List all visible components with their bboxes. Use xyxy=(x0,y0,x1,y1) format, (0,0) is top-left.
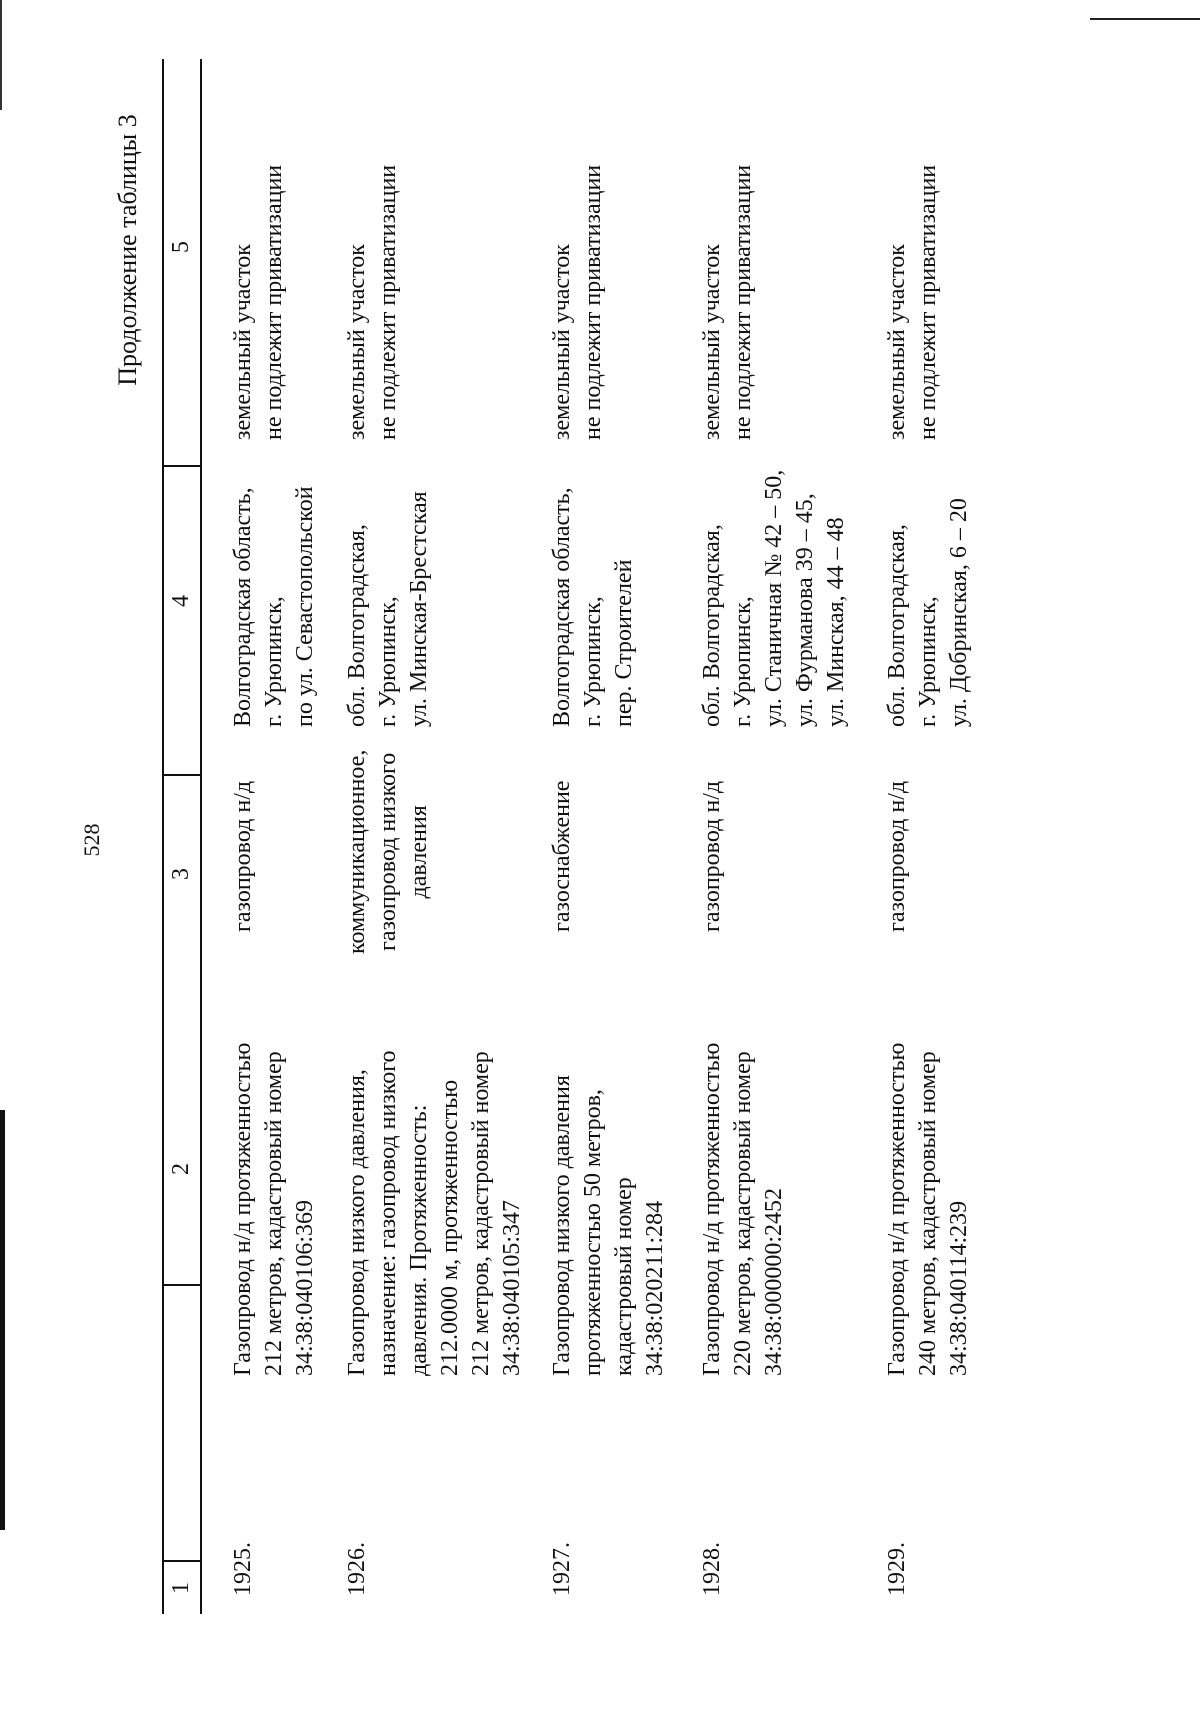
object-name-cell: Газопровод н/д протяженностью 240 метров, кадастровый номер 34:38:040114:239 xyxy=(884,1042,972,1376)
header-bottom-rule xyxy=(200,59,202,1614)
purpose-cell: газопровод н/д xyxy=(884,780,910,932)
column-number-4: 4 xyxy=(168,595,194,607)
scan-artifact-edge xyxy=(0,1110,5,1530)
object-name-cell: Газопровод н/д протяженностью 212 метров, кадастровый номер 34:38:040106:369 xyxy=(230,1042,318,1376)
column-divider xyxy=(162,465,200,467)
object-name-cell: Газопровод низкого давления протяженностью 50 метров, кадастровый номер 34:38:020211:284 xyxy=(549,1075,668,1376)
row-number: 1928. xyxy=(699,1542,725,1596)
scan-artifact-top xyxy=(1090,18,1200,20)
object-name-cell: Газопровод низкого давления, назначение: газопровод низкого давления. Протяженность: 212.0000 м, протяженностью 212 метров, кадастровый номер 34:38:040105:347 xyxy=(344,1050,525,1376)
purpose-cell: газопровод н/д xyxy=(699,780,725,932)
object-name-cell: Газопровод н/д протяженностью 220 метров, кадастровый номер 34:38:000000:2452 xyxy=(699,1042,787,1376)
row-number: 1926. xyxy=(344,1542,370,1596)
address-cell: Волгоградская область, г. Урюпинск, пер. Строителей xyxy=(549,487,637,727)
column-number-3: 3 xyxy=(168,868,194,880)
column-divider xyxy=(162,1284,200,1286)
note-cell: земельный участок не подлежит приватизации xyxy=(549,164,606,440)
rotated-table xyxy=(162,59,1062,1614)
column-number-2: 2 xyxy=(168,1163,194,1175)
address-cell: обл. Волгоградская, г. Урюпинск, ул. Минская-Брестская xyxy=(344,491,432,727)
column-number-1: 1 xyxy=(168,1582,194,1594)
column-divider xyxy=(162,774,200,776)
purpose-cell: газопровод н/д xyxy=(230,780,256,932)
purpose-cell: коммуникационное, газопровод низкого давления xyxy=(344,749,432,954)
row-number: 1927. xyxy=(549,1542,575,1596)
column-number-5: 5 xyxy=(168,241,194,253)
note-cell: земельный участок не подлежит приватизации xyxy=(230,164,287,440)
page-number: 528 xyxy=(79,823,104,857)
scan-artifact-edge xyxy=(0,0,2,110)
table-top-rule xyxy=(162,59,164,1614)
purpose-cell: газоснабжение xyxy=(549,780,575,932)
address-cell: Волгоградская область, г. Урюпинск, по ул. Севастопольской xyxy=(230,486,318,727)
address-cell: обл. Волгоградская, г. Урюпинск, ул. Станичная № 42 – 50, ул. Фурманова 39 – 45, ул. Минская, 44 – 48 xyxy=(699,469,849,727)
note-cell: земельный участок не подлежит приватизации xyxy=(884,164,941,440)
continuation-title: Продолжение таблицы 3 xyxy=(113,114,142,386)
note-cell: земельный участок не подлежит приватизации xyxy=(699,164,756,440)
note-cell: земельный участок не подлежит приватизации xyxy=(344,164,401,440)
address-cell: обл. Волгоградская, г. Урюпинск, ул. Добринская, 6 – 20 xyxy=(884,498,972,727)
row-number: 1929. xyxy=(884,1542,910,1596)
column-divider xyxy=(162,1560,200,1562)
row-number: 1925. xyxy=(230,1542,256,1596)
